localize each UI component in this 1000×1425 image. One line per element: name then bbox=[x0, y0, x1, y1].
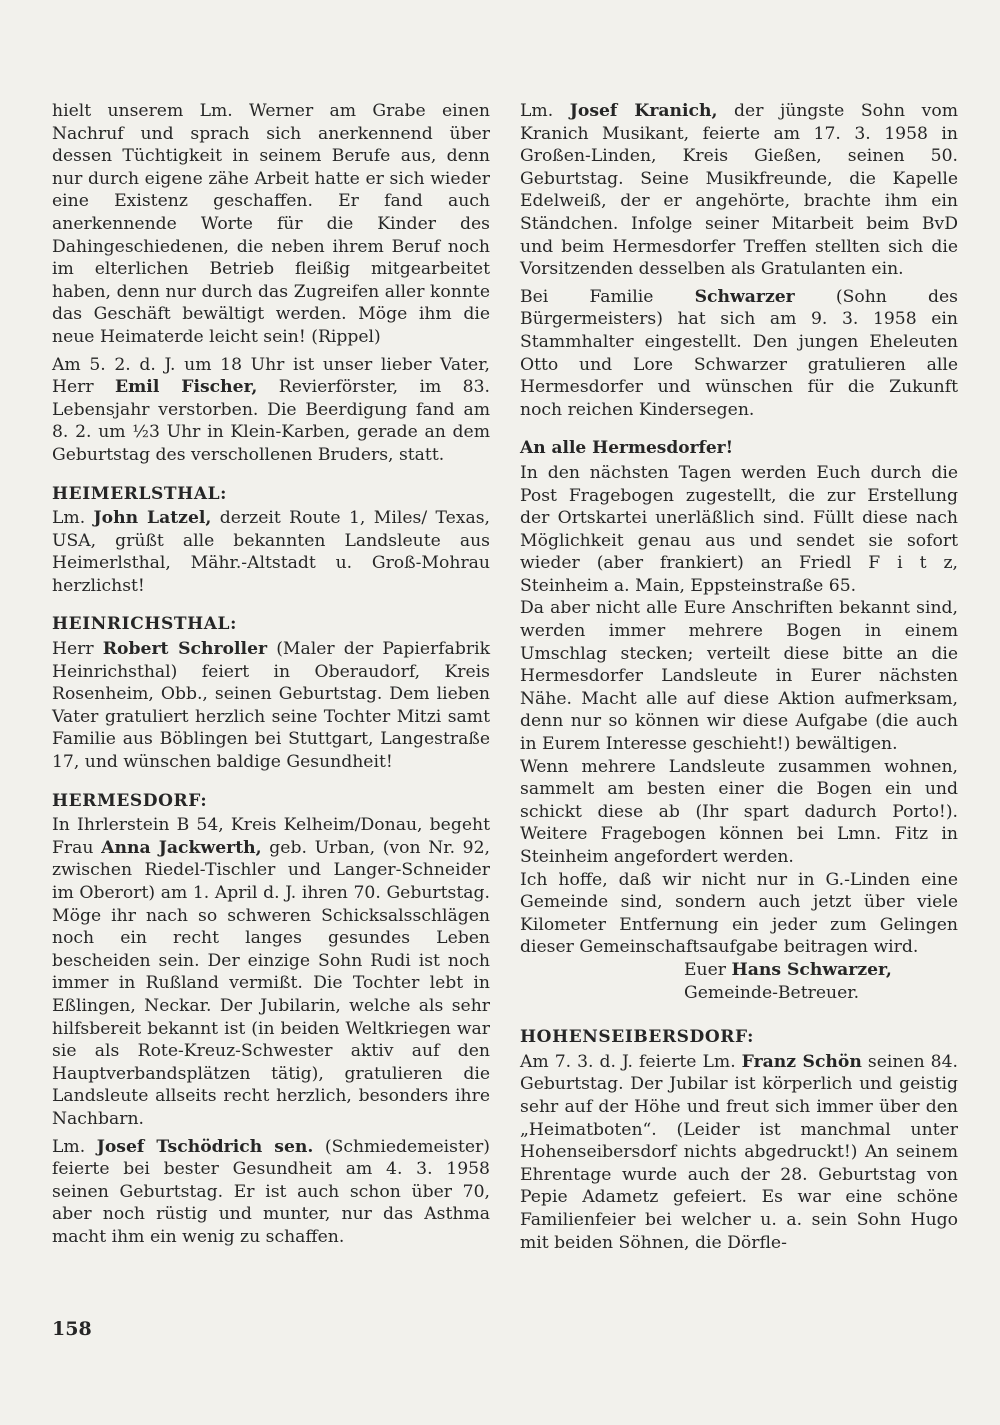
person-name: Emil Fischer, bbox=[115, 377, 258, 398]
notice-paragraph: Da aber nicht alle Eure Anschriften bekannt sind, werden immer mehrere Bogen in einem Umschlag stecken; verteilt diese bitte an die Hermesdorfer Landsleute in Eurer nächsten Nähe. Macht alle auf diese Aktion aufmerksam, denn nur so können wir diese Aufgabe (die auch in Eurem Interesse geschieht!) bewältigen. bbox=[520, 598, 958, 755]
section-heading-hermesdorf: HERMESDORF: bbox=[52, 790, 208, 811]
text-segment: Revierförster, im 83. Lebensjahr verstorben. Die Beerdigung fand am 8. 2. um ½3 Uhr in Klein-Karben, gerade an dem Geburtstag des verschollenen Bruders, statt. bbox=[52, 377, 491, 465]
text-segment: geb. Urban, (von Nr. 92, zwischen Riedel-Tischler und Langer-Schneider im Oberort) am 1. April d. J. ihren 70. Geburtstag. Möge ihr nach so schweren Schicksalsschlägen noch ein recht langes gesundes Leben bescheiden sein. Der einzige Sohn Rudi ist noch immer in Rußland vermißt. Die Tochter lebt in Eßlingen, Neckar. Der Jubilarin, welche als sehr hilfsbereit bekannt ist (in beiden Weltkriegen war sie als Rote-Kreuz-Schwester aktiv auf den Hauptverbandsplätzen tätig), gratulieren die Landsleute allseits recht herzlich, besonders ihre Nachbarn. bbox=[52, 837, 491, 1129]
text-segment: Lm. bbox=[52, 1136, 97, 1157]
obituary-continuation: hielt unserem Lm. Werner am Grabe einen Nachruf und sprach sich anerkennend über dessen Tüchtigkeit in seinem Berufe aus, denn nur durch eigene zähe Arbeit hatte er sich wieder eine Existenz geschaffen. Er fand auch anerkennende Worte für die Kinder des Dahingeschiedenen, die neben ihrem Beruf noch im elterlichen Betrieb fleißig mitgearbeitet haben, denn nur durch das Zugreifen aller konnte das Geschäft bewältigt werden. Möge ihm die neue Heimaterde leicht sein! (Rippel) bbox=[52, 101, 490, 347]
text-segment: Lm. bbox=[520, 101, 570, 121]
birth-schwarzer bbox=[520, 286, 958, 422]
person-name: Anna Jackwerth, bbox=[101, 837, 262, 858]
text-segment: derzeit Route 1, Miles/ Texas, USA, grüßt alle bekannten Landsleute aus Heimerlsthal, Mähr.-Altstadt u. Groß-Mohrau herzlichst! bbox=[52, 508, 490, 596]
section-heading-heinrichsthal: HEINRICHSTHAL: bbox=[52, 614, 237, 635]
signature bbox=[520, 959, 958, 1004]
text-segment: Euer bbox=[684, 959, 732, 980]
birthday-jackwerth bbox=[52, 814, 490, 1130]
text-segment: Herr bbox=[52, 639, 103, 660]
obituary-fischer bbox=[52, 354, 490, 467]
left-column bbox=[52, 100, 490, 1254]
birthday-schoen bbox=[520, 1051, 958, 1254]
birthday-kranich bbox=[520, 100, 958, 281]
signature-role: Gemeinde-Betreuer. bbox=[684, 982, 860, 1003]
birthday-tschoedrich bbox=[52, 1136, 490, 1249]
right-column bbox=[520, 100, 958, 1259]
text-segment: Lm. bbox=[52, 508, 94, 529]
text-segment: der jüngste Sohn vom Kranich Musikant, feierte am 17. 3. 1958 in Großen-Linden, Kreis Gießen, seinen 50. Geburtstag. Seine Musikfreunde, die Kapelle Edelweiß, der er angehörte, brachte ihm ein Ständchen. Infolge seiner Mitarbeit beim BvD und beim Hermesdorfer Treffen stellten sich die Vorsitzenden desselben als Gratulanten ein. bbox=[520, 101, 959, 280]
section-heading-an-alle: An alle Hermesdorfer! bbox=[520, 438, 734, 459]
text-segment: Bei Familie bbox=[520, 286, 695, 307]
text-segment: seinen 84. Geburtstag. Der Jubilar ist körperlich und geistig sehr auf der Höhe und freut sich immer über den „Heimatboten“. (Leider ist manchmal unter Hohenseibersdorf nichts abgedruckt!) An seinem Ehrentage wurde auch der 28. Geburtstag von Pepie Adametz gefeiert. Es war eine schöne Familienfeier bei welcher u. a. sein Sohn Hugo mit beiden Söhnen, die Dörfle- bbox=[520, 1051, 959, 1253]
text-segment: In Ihrlerstein B 54, Kreis Kelheim/Donau, begeht Frau bbox=[52, 815, 490, 858]
text-segment: (Schmiedemeister) feierte bei bester Gesundheit am 4. 3. 1958 seinen Geburtstag. Er ist auch schon über 70, aber noch rüstig und munter, nur das Asthma macht ihm ein wenig zu schaffen. bbox=[52, 1136, 490, 1247]
person-name: Franz Schön bbox=[741, 1051, 862, 1072]
greeting-latzel bbox=[52, 507, 490, 597]
person-name: Hans Schwarzer, bbox=[731, 959, 892, 980]
text-segment: Am 7. 3. d. J. feierte Lm. bbox=[520, 1051, 742, 1072]
notice-paragraph: In den nächsten Tagen werden Euch durch die Post Fragebogen zugestellt, die zur Erstellung der Ortskartei unerläßlich sind. Füllt diese nach Möglichkeit genau aus und sendet sie sofort wieder (aber frankiert) an Friedl F i t z, Steinheim a. Main, Eppsteinstraße 65. bbox=[520, 462, 958, 596]
notice-paragraph: Ich hoffe, daß wir nicht nur in G.-Linden eine Gemeinde sind, sondern auch jetzt über viele Kilometer Entfernung ein jeder zum Gelingen dieser Gemeinschaftsaufgabe beitragen wird. bbox=[520, 869, 958, 958]
page-number: 158 bbox=[52, 1318, 92, 1340]
notice-paragraph: Wenn mehrere Landsleute zusammen wohnen, sammelt am besten einer die Bogen ein und schickt diese ab (Ihr spart dadurch Porto!). Weitere Fragebogen können bei Lmn. Fitz in Steinheim angefordert werden. bbox=[520, 756, 958, 867]
signature-line bbox=[684, 959, 958, 982]
birthday-schroller bbox=[52, 638, 490, 774]
person-name: John Latzel, bbox=[93, 508, 212, 529]
section-heading-heimerlsthal: HEIMERLSTHAL: bbox=[52, 483, 228, 504]
person-name: Schwarzer bbox=[694, 286, 795, 307]
person-name: Josef Tschödrich sen. bbox=[96, 1136, 314, 1157]
text-segment: (Sohn des Bürgermeisters) hat sich am 9. 3. 1958 ein Stammhalter eingestellt. Den jungen Eheleuten Otto und Lore Schwarzer gratulieren alle Hermesdorfer und wünschen für die Zukunft noch reichen Kindersegen. bbox=[520, 286, 958, 420]
person-name: Josef Kranich, bbox=[569, 101, 718, 121]
person-name: Robert Schroller bbox=[102, 639, 268, 660]
text-segment: Am 5. 2. d. J. um 18 Uhr ist unser lieber Vater, Herr bbox=[52, 354, 490, 398]
text-segment: (Maler der Papierfabrik Heinrichsthal) feiert in Oberaudorf, Kreis Rosenheim, Obb., seinen Geburtstag. Dem lieben Vater gratuliert herzlich seine Tochter Mitzi samt Familie aus Böblingen bei Stuttgart, Langestraße 17, und wünschen baldige Gesundheit! bbox=[52, 639, 490, 773]
section-heading-hohenseibersdorf: HOHENSEIBERSDORF: bbox=[520, 1027, 754, 1048]
